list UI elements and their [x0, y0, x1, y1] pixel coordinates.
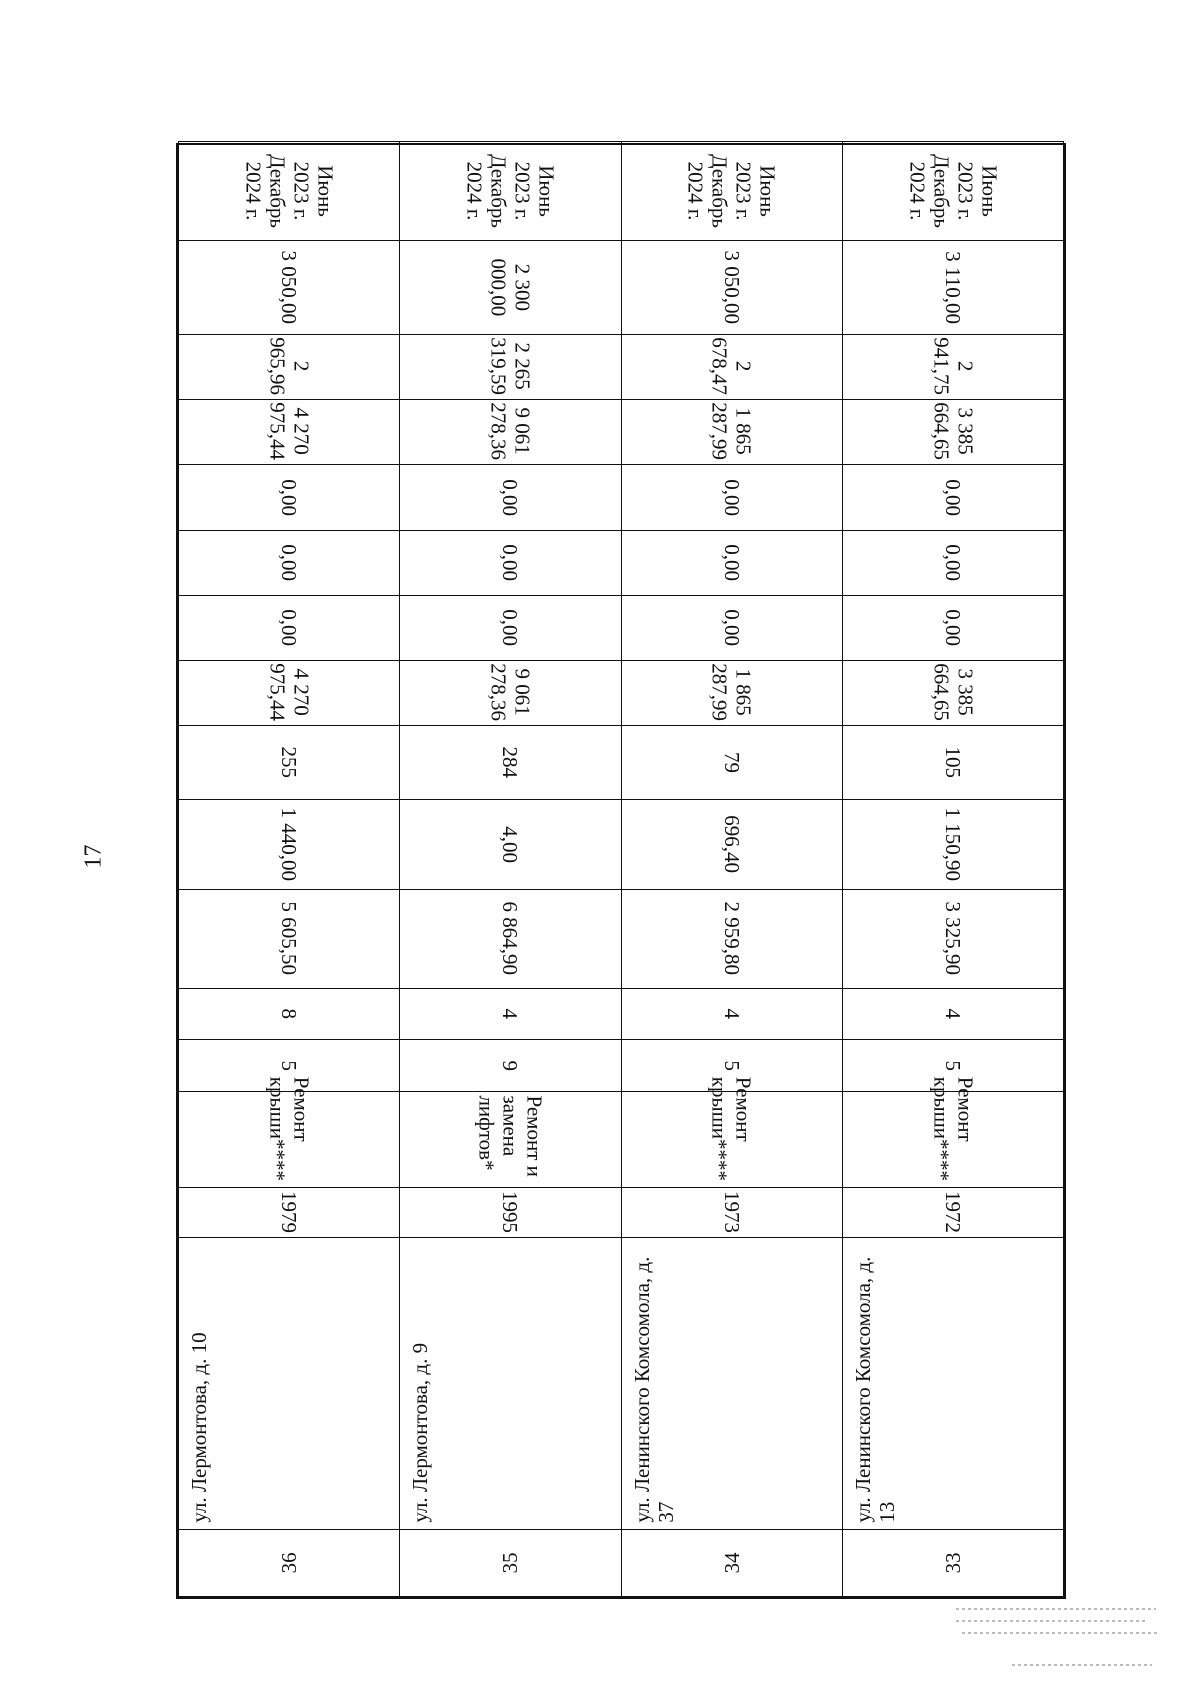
table-row-35	[400, 142, 621, 1597]
residents-cell: 105	[842, 725, 1063, 799]
fund-b-cell: 0,00	[400, 530, 621, 595]
address-cell: ул. Ленинского Комсомола, д. 37	[621, 1237, 842, 1529]
fund-a-cell: 0,00	[179, 595, 400, 660]
residents-cell: 255	[179, 725, 400, 799]
period-cell: Июнь 2023 г. Декабрь 2024 г.	[621, 142, 842, 241]
work-type-cell: Ремонт и замена лифтов*	[400, 1091, 621, 1188]
period-cell: Июнь 2023 г. Декабрь 2024 г.	[842, 142, 1063, 241]
cost-owners-cell: 4 270 975,44	[179, 400, 400, 465]
cost-total-cell: 3 385 664,65	[842, 660, 1063, 725]
year-cell: 1972	[842, 1188, 1063, 1237]
floors-cell: 5	[842, 1040, 1063, 1092]
year-cell: 1973	[621, 1188, 842, 1237]
unit-cost-cell: 2 265 319,59	[400, 335, 621, 400]
unit-limit-cell: 3 050,00	[179, 240, 400, 334]
area-cell: 696,40	[621, 799, 842, 889]
fund-b-cell: 0,00	[621, 530, 842, 595]
floors-cell: 9	[400, 1040, 621, 1092]
fund-a-cell: 0,00	[842, 595, 1063, 660]
entrances-cell: 4	[621, 988, 842, 1040]
table-row-34	[621, 142, 842, 1597]
total-area-cell: 5 605,50	[179, 889, 400, 988]
cost-total-cell: 9 061 278,36	[400, 660, 621, 725]
cost-owners-cell: 1 865 287,99	[621, 400, 842, 465]
cost-owners-cell: 3 385 664,65	[842, 400, 1063, 465]
row-number: 35	[400, 1529, 621, 1596]
work-type-cell: Ремонт крыши****	[842, 1091, 1063, 1188]
fund-c-cell: 0,00	[621, 465, 842, 530]
fund-a-cell: 0,00	[621, 595, 842, 660]
year-cell: 1995	[400, 1188, 621, 1237]
work-type-cell: Ремонт крыши****	[621, 1091, 842, 1188]
cost-total-cell: 1 865 287,99	[621, 660, 842, 725]
address-cell: ул. Ленинского Комсомола, д. 13	[842, 1237, 1063, 1529]
entrances-cell: 8	[179, 988, 400, 1040]
unit-limit-cell: 3 050,00	[621, 240, 842, 334]
fund-c-cell: 0,00	[400, 465, 621, 530]
faded-stamp-mark	[952, 1600, 1162, 1680]
residents-cell: 79	[621, 725, 842, 799]
unit-cost-cell: 2 941,75	[842, 335, 1063, 400]
entrances-cell: 4	[842, 988, 1063, 1040]
area-cell: 1 150,90	[842, 799, 1063, 889]
area-cell: 1 440,00	[179, 799, 400, 889]
residents-cell: 284	[400, 725, 621, 799]
cost-total-cell: 4 270 975,44	[179, 660, 400, 725]
row-number: 36	[179, 1529, 400, 1596]
total-area-cell: 6 864,90	[400, 889, 621, 988]
total-area-cell: 3 325,90	[842, 889, 1063, 988]
unit-cost-cell: 2 965,96	[179, 335, 400, 400]
period-cell: Июнь 2023 г. Декабрь 2024 г.	[400, 142, 621, 241]
fund-b-cell: 0,00	[179, 530, 400, 595]
register-sheet	[176, 143, 1066, 1599]
period-cell: Июнь 2023 г. Декабрь 2024 г.	[179, 142, 400, 241]
total-area-cell: 2 959,80	[621, 889, 842, 988]
floors-cell: 5	[179, 1040, 400, 1092]
rotated-table-frame	[178, 141, 1064, 1597]
floors-cell: 5	[621, 1040, 842, 1092]
fund-c-cell: 0,00	[179, 465, 400, 530]
fund-a-cell: 0,00	[400, 595, 621, 660]
area-cell: 4,00	[400, 799, 621, 889]
address-cell: ул. Лермонтова, д. 9	[400, 1237, 621, 1529]
unit-limit-cell: 3 110,00	[842, 240, 1063, 334]
unit-cost-cell: 2 678,47	[621, 335, 842, 400]
row-number: 33	[842, 1529, 1063, 1596]
table-row-36	[179, 142, 400, 1597]
repair-program-table	[178, 141, 1064, 1597]
entrances-cell: 4	[400, 988, 621, 1040]
page-number: 17	[80, 844, 107, 869]
work-type-cell: Ремонт крыши****	[179, 1091, 400, 1188]
fund-c-cell: 0,00	[842, 465, 1063, 530]
unit-limit-cell: 2 300 000,00	[400, 240, 621, 334]
fund-b-cell: 0,00	[842, 530, 1063, 595]
year-cell: 1979	[179, 1188, 400, 1237]
table-row-33	[842, 142, 1063, 1597]
cost-owners-cell: 9 061 278,36	[400, 400, 621, 465]
address-cell: ул. Лермонтова, д. 10	[179, 1237, 400, 1529]
row-number: 34	[621, 1529, 842, 1596]
